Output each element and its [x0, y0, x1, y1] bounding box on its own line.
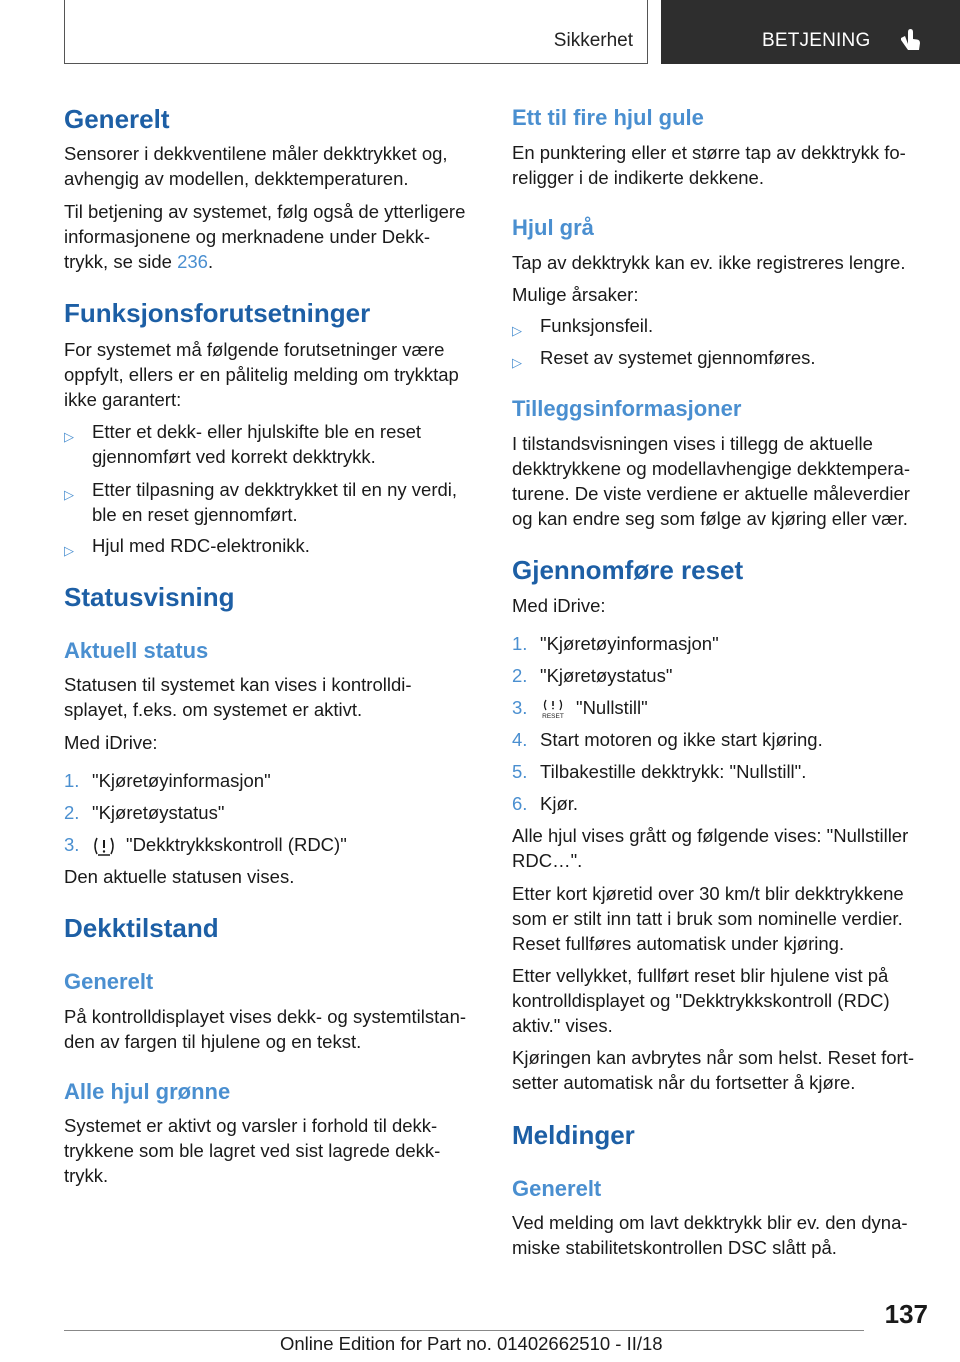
heading-hjul-gule: Ett til fire hjul gule — [512, 105, 704, 130]
header-section-title: Sikkerhet — [553, 30, 633, 51]
heading-tilleggsinformasjoner: Tilleggsinformasjoner — [512, 396, 742, 421]
heading-aktuell-status: Aktuell status — [64, 638, 209, 663]
heading-gjennomfore-reset: Gjennomføre reset — [512, 555, 744, 585]
edition-note: Online Edition for Part no. 01402662510 - II/18 — [280, 1333, 663, 1354]
paragraph-tillegg: I tilstandsvisningen vises i tillegg de aktuelle dekktrykkene og modellavhengige dekktempera- turene. De viste verdiene er aktuelle måleverdier og kan endre seg som følge av kjøring eller vær. — [512, 433, 910, 529]
page-number: 137 — [884, 1299, 928, 1329]
paragraph-gule: En punktering eller et større tap av dekktrykk fo- religger i de indikerte dekkene. — [512, 142, 906, 188]
paragraph-generelt-2: Til betjening av systemet, følg også de ytterligere informasjonene og merknadene under Dekk- trykk, se side 236. — [64, 201, 466, 272]
paragraph-graa: Tap av dekktrykk kan ev. ikke registreres lengre. — [512, 252, 906, 273]
heading-dekktilstand: Dekktilstand — [64, 913, 219, 943]
triangle-bullet-icon: ▷ — [512, 323, 522, 338]
heading-alle-hjul-gronne: Alle hjul grønne — [64, 1079, 231, 1104]
page-link-236[interactable]: 236 — [177, 251, 208, 272]
triangle-bullet-icon: ▷ — [512, 355, 522, 370]
header-section-tab — [64, 0, 648, 64]
pointing-hand-icon — [897, 26, 923, 52]
paragraph-reset-2: Etter kort kjøretid over 30 km/t blir dekktrykkene som er stilt inn tatt i bruk som nominelle verdier. Reset fullføres automatisk under kjøring. — [512, 883, 904, 954]
triangle-bullet-icon: ▷ — [64, 487, 74, 502]
paragraph-meldinger: Ved melding om lavt dekktrykk blir ev. den dyna- miske stabilitetskontrollen DSC slått på. — [512, 1212, 908, 1258]
mulige-label: Mulige årsaker: — [512, 284, 639, 305]
heading-generelt: Generelt — [64, 104, 170, 134]
med-idrive-label: Med iDrive: — [64, 732, 158, 753]
paragraph-reset-3: Etter vellykket, fullført reset blir hjulene vist på kontrolldisplayet og "Dekktrykkskontroll (RDC) aktiv." vises. — [512, 965, 890, 1036]
heading-dekk-generelt: Generelt — [64, 969, 154, 994]
paragraph-dekk-generelt: På kontrolldisplayet vises dekk- og systemtilstan- den av fargen til hjulene og en tekst. — [64, 1006, 467, 1052]
paragraph-funk: For systemet må følgende forutsetninger være oppfylt, ellers er en pålitelig melding om trykktap ikke garantert: — [64, 339, 459, 410]
med-idrive-label: Med iDrive: — [512, 595, 606, 616]
triangle-bullet-icon: ▷ — [64, 429, 74, 444]
paragraph-aktuell-end: Den aktuelle statusen vises. — [64, 866, 295, 887]
heading-meldinger-generelt: Generelt — [512, 1176, 602, 1201]
heading-meldinger: Meldinger — [512, 1120, 635, 1150]
tire-warning-icon — [92, 835, 116, 857]
header-chapter-tab — [661, 0, 960, 64]
paragraph-generelt-1: Sensorer i dekkventilene måler dekktrykket og, avhengig av modellen, dekktemperaturen. — [64, 143, 448, 189]
heading-funksjonsforutsetninger: Funksjonsforutsetninger — [64, 298, 371, 328]
triangle-bullet-icon: ▷ — [64, 543, 74, 558]
tire-reset-icon — [540, 698, 566, 720]
paragraph-alle-hjul: Systemet er aktivt og varsler i forhold til dekk- trykkene som ble lagret ved sist lagrede dekk- trykk. — [64, 1115, 441, 1186]
footer-divider — [64, 1330, 864, 1331]
header-chapter-title: BETJENING — [762, 30, 871, 51]
heading-statusvisning: Statusvisning — [64, 582, 235, 612]
heading-hjul-graa: Hjul grå — [512, 215, 594, 240]
svg-text:RESET: RESET — [542, 713, 564, 721]
paragraph-reset-1: Alle hjul vises grått og følgende vises: "Nullstiller RDC…". — [512, 825, 909, 871]
paragraph-reset-4: Kjøringen kan avbrytes når som helst. Reset fort- setter automatisk når du fortsetter å kjøre. — [512, 1047, 915, 1093]
paragraph-aktuell: Statusen til systemet kan vises i kontrolldi- splayet, f.eks. om systemet er aktivt. — [64, 674, 412, 720]
